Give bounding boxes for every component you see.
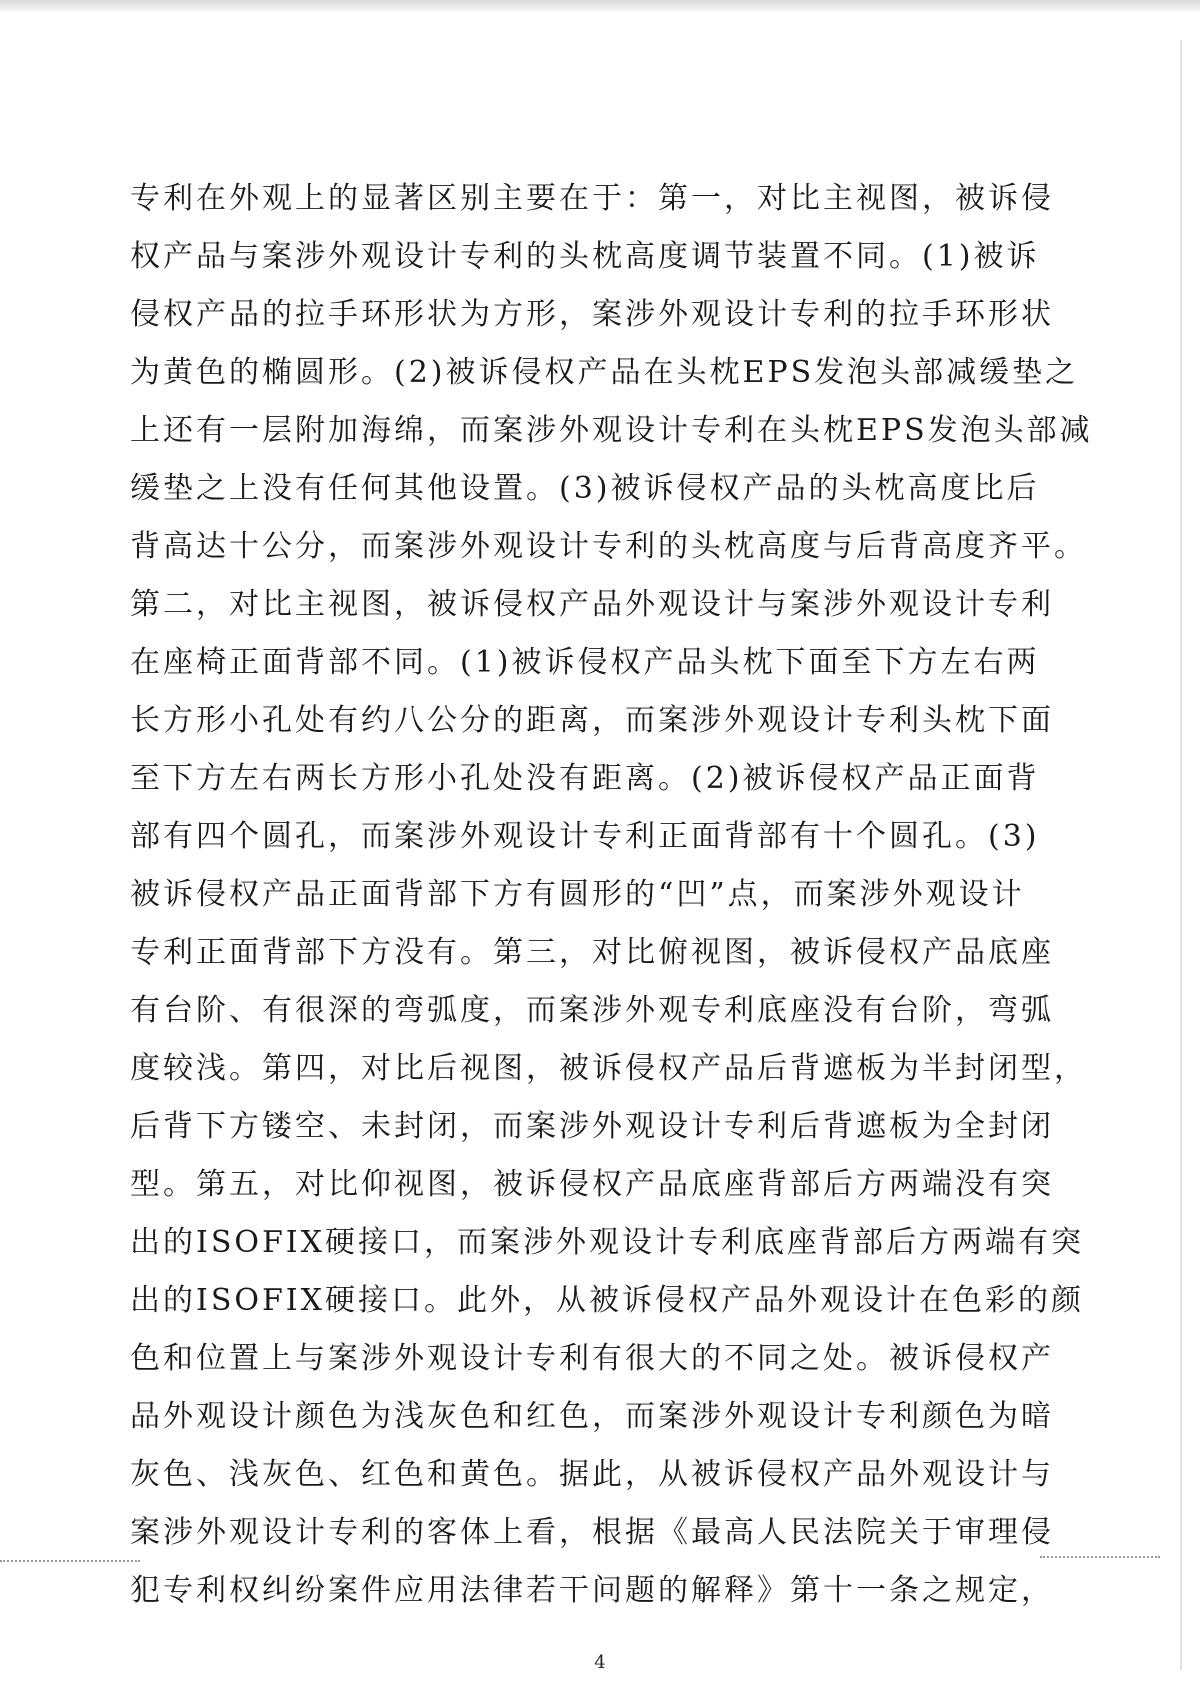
text-line: 品外观设计颜色为浅灰色和红色，而案涉外观设计专利颜色为暗: [130, 1399, 1054, 1434]
text-line: 型。第五，对比仰视图，被诉侵权产品底座背部后方两端没有突: [130, 1167, 1054, 1202]
body-text: [130, 170, 1093, 1620]
text-line: 上还有一层附加海绵，而案涉外观设计专利在头枕EPS发泡头部减: [130, 413, 1093, 448]
text-line: 案涉外观设计专利的客体上看，根据《最高人民法院关于审理侵: [130, 1515, 1054, 1550]
text-line: 第二，对比主视图，被诉侵权产品外观设计与案涉外观设计专利: [130, 587, 1054, 622]
page-number: 4: [594, 1652, 606, 1673]
text-line: 在座椅正面背部不同。(1)被诉侵权产品头枕下面至下方左右两: [130, 645, 1040, 680]
scan-right-edge: [1180, 40, 1182, 1670]
scan-speckle-right: [1040, 1556, 1160, 1560]
text-line: 为黄色的椭圆形。(2)被诉侵权产品在头枕EPS发泡头部减缓垫之: [130, 355, 1079, 390]
text-line: 长方形小孔处有约八公分的距离，而案涉外观设计专利头枕下面: [130, 703, 1054, 738]
scan-top-edge: [0, 0, 1200, 14]
text-line: 灰色、浅灰色、红色和黄色。据此，从被诉侵权产品外观设计与: [130, 1457, 1054, 1492]
text-line: 专利正面背部下方没有。第三，对比俯视图，被诉侵权产品底座: [130, 935, 1054, 970]
text-line: 犯专利权纠纷案件应用法律若干问题的解释》第十一条之规定，: [130, 1573, 1054, 1608]
text-line: 度较浅。第四，对比后视图，被诉侵权产品后背遮板为半封闭型，: [130, 1051, 1087, 1086]
text-line: 后背下方镂空、未封闭，而案涉外观设计专利后背遮板为全封闭: [130, 1109, 1054, 1144]
text-line: 色和位置上与案涉外观设计专利有很大的不同之处。被诉侵权产: [130, 1341, 1054, 1376]
text-line: 缓垫之上没有任何其他设置。(3)被诉侵权产品的头枕高度比后: [130, 471, 1040, 506]
text-line: 专利在外观上的显著区别主要在于：第一，对比主视图，被诉侵: [130, 181, 1054, 216]
text-line: 出的ISOFIX硬接口，而案涉外观设计专利底座背部后方两端有突: [130, 1225, 1085, 1260]
text-line: 侵权产品的拉手环形状为方形，案涉外观设计专利的拉手环形状: [130, 297, 1054, 332]
text-line: 被诉侵权产品正面背部下方有圆形的“凹”点，而案涉外观设计: [130, 877, 1025, 912]
text-line: 有台阶、有很深的弯弧度，而案涉外观专利底座没有台阶，弯弧: [130, 993, 1054, 1028]
scan-speckle-left: [0, 1560, 140, 1564]
text-line: 至下方左右两长方形小孔处没有距离。(2)被诉侵权产品正面背: [130, 761, 1040, 796]
text-line: 背高达十公分，而案涉外观设计专利的头枕高度与后背高度齐平。: [130, 529, 1087, 564]
text-line: 出的ISOFIX硬接口。此外，从被诉侵权产品外观设计在色彩的颜: [130, 1283, 1085, 1318]
text-line: 部有四个圆孔，而案涉外观设计专利正面背部有十个圆孔。(3): [130, 819, 1040, 854]
text-line: 权产品与案涉外观设计专利的头枕高度调节装置不同。(1)被诉: [130, 239, 1040, 274]
